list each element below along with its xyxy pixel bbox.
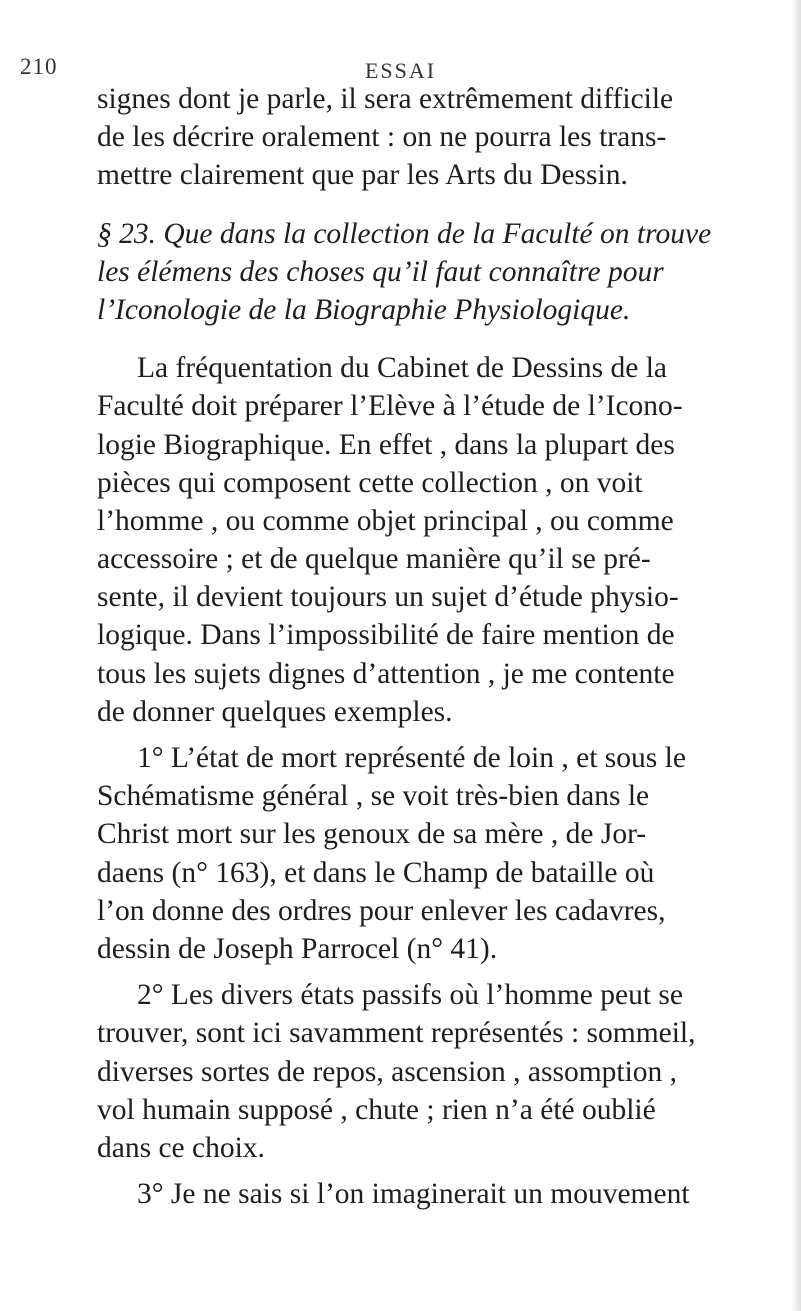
text-line: logique. Dans l’impossibilité de faire mention de	[97, 619, 675, 652]
page-edge-shadow	[791, 0, 801, 1311]
heading-line: § 23. Que dans la collection de la Faculté on trouve	[97, 217, 712, 250]
paragraph-gap	[97, 1167, 769, 1175]
paragraph-gap	[97, 731, 769, 739]
section-heading	[97, 215, 769, 330]
text-line: sente, il devient toujours un sujet d’étude physio-	[97, 581, 679, 614]
text-line: pièces qui composent cette collection , on voit	[97, 466, 643, 499]
text-line: logie Biographique. En effet , dans la plupart des	[97, 428, 675, 461]
text-line: l’on donne des ordres pour enlever les cadavres,	[97, 894, 666, 927]
text-line: 1° L’état de mort représenté de loin , et sous le	[137, 742, 686, 774]
text-line: signes dont je parle, il sera extrêmement difficile	[97, 83, 674, 115]
text-line: Schématisme général , se voit très-bien dans le	[97, 780, 650, 813]
paragraph-gap	[97, 195, 769, 215]
text-line: Faculté doit préparer l’Elève à l’étude de l’Icono-	[97, 390, 683, 423]
paragraph-continuation	[97, 80, 769, 195]
text-line: accessoire ; et de quelque manière qu’il se pré-	[97, 543, 651, 576]
text-line: vol humain supposé , chute ; rien n’a été oublié	[97, 1093, 656, 1126]
paragraph-item-3	[97, 1175, 769, 1213]
text-line: 3° Je ne sais si l’on imaginerait un mouvement	[137, 1178, 690, 1211]
page-number: 210	[20, 54, 58, 79]
paragraph-item-2	[97, 976, 769, 1167]
text-line: 2° Les divers états passifs où l’homme peut se	[137, 979, 683, 1012]
paragraph-item-1	[97, 739, 769, 968]
text-line: trouver, sont ici savamment représentés : sommeil,	[97, 1017, 696, 1050]
text-line: mettre clairement que par les Arts du Dessin.	[97, 159, 628, 192]
paragraph-gap	[97, 968, 769, 976]
text-block	[97, 80, 769, 1213]
paragraph-gap	[97, 329, 769, 349]
heading-line: les élémens des choses qu’il faut connaître pour	[97, 255, 664, 288]
text-line: de donner quelques exemples.	[97, 695, 453, 728]
text-line: dans ce choix.	[97, 1131, 265, 1164]
text-line: dessin de Joseph Parrocel (n° 41).	[97, 932, 498, 965]
paragraph-body-1	[97, 349, 769, 731]
text-line: l’homme , ou comme objet principal , ou comme	[97, 504, 674, 537]
text-line: daens (n° 163), et dans le Champ de bataille où	[97, 856, 655, 889]
text-line: La fréquentation du Cabinet de Dessins de la	[137, 352, 668, 385]
text-line: de les décrire oralement : on ne pourra les trans-	[97, 121, 667, 154]
text-line: tous les sujets dignes d’attention , je me contente	[97, 657, 675, 690]
text-line: diverses sortes de repos, ascension , assomption ,	[97, 1055, 678, 1088]
running-head: ESSAI	[364, 58, 437, 83]
heading-line: l’Iconologie de la Biographie Physiologique.	[97, 293, 631, 326]
text-line: Christ mort sur les genoux de sa mère , de Jor-	[97, 818, 647, 851]
